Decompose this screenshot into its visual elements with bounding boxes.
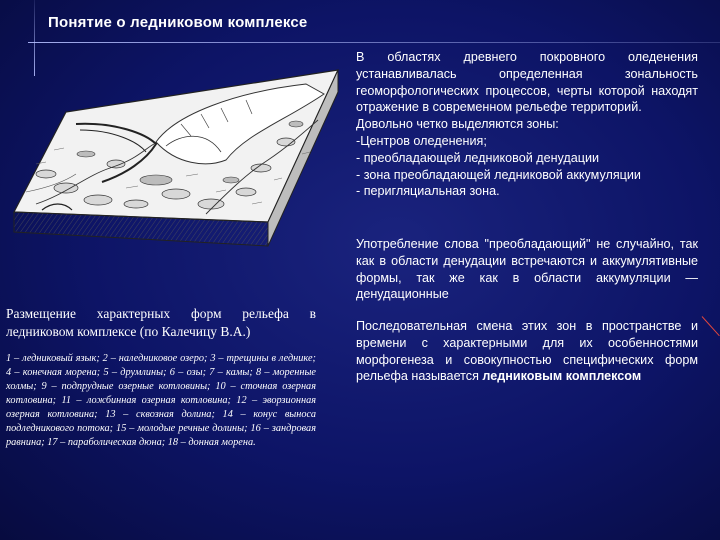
figure-caption-title: Размещение характерных форм рельефа в ледниковом комплексе (по Калечицу В.А.) (6, 306, 316, 339)
paragraph-predominant: Употребление слова "преобладающий" не случайно, так как в области денудации встречаются и аккумулятивные формы, так же как в области аккумуляции — денудационные (356, 237, 698, 302)
figure-caption-legend: 1 – ледниковый язык; 2 – наледниковое озеро; 3 – трещины в леднике; 4 – конечная морена; 5 – друмлины; 6 – озы; 7 – камы; 8 – моренные холмы; 9 – подпрудные озерные котловины; 10 – сточная озерная котловина; 11 – ложбинная озерная котловина; 12 – эворзионная озерная котловина; 13 – сквозная долина; 14 – конус выноса подледникового потока; 15 – молодые речные долины; 16 – зандровая равнина; 17 – параболическая дюна; 18 – донная морена. (6, 353, 316, 448)
decorative-accent-line (702, 316, 720, 336)
definition-body: Последовательная смена этих зон в пространстве и времени с характерными для их особенностями морфогенеза и совокупностью специфических форм рельефа называется (356, 319, 698, 384)
zone-item: -Центров оледенения; (356, 133, 487, 148)
zones-lead: Довольно четко выделяются зоны: (356, 117, 559, 132)
slide-title: Понятие о ледниковом комплексе (48, 14, 308, 31)
paragraph-definition (356, 318, 698, 385)
zone-item: - зона преобладающей ледниковой аккумуляции (356, 167, 641, 182)
zone-item: - перигляциальная зона. (356, 184, 500, 199)
decorative-horizontal-rule (28, 42, 720, 43)
definition-term: ледниковым комплексом (482, 369, 642, 384)
paragraph-zonality (356, 49, 698, 200)
paragraph-zonality-intro: В областях древнего покровного оледенения устанавливалась определенная зональность геоморфологических процессов, черты которой находят отражение в современном рельефе территорий. (356, 50, 698, 115)
glacial-complex-block-diagram (6, 64, 342, 296)
zone-item: - преобладающей ледниковой денудации (356, 150, 600, 165)
